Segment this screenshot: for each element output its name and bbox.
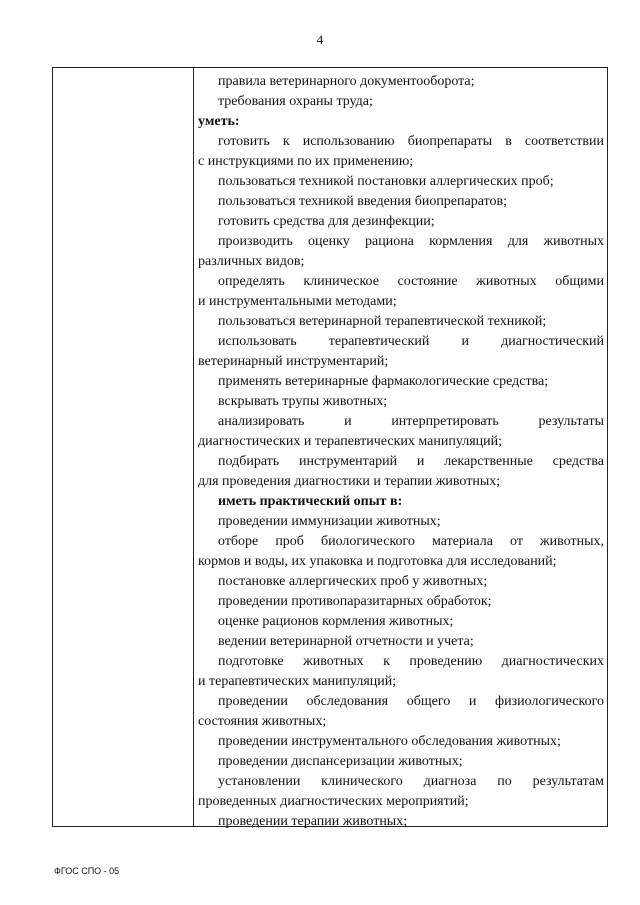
text-line: установлении клинического диагноза по результатам	[218, 774, 604, 789]
text-line: отборе проб биологического материала от животных,	[218, 534, 604, 549]
text-line: пользоваться техникой постановки аллергических проб;	[218, 174, 554, 189]
text-line: готовить к использованию биопрепараты в соответствии	[218, 134, 604, 149]
page-number: 4	[316, 32, 324, 47]
text-line: оценке рационов кормления животных;	[218, 614, 454, 629]
text-line: кормов и воды, их упаковка и подготовка для исследований;	[198, 554, 557, 569]
content-table	[52, 67, 608, 827]
text-line: проведении инструментального обследования животных;	[218, 734, 561, 749]
text-line: проведении обследования общего и физиологического	[218, 694, 604, 709]
table-left-column	[53, 68, 194, 826]
text-line: с инструкциями по их применению;	[198, 154, 414, 169]
text-line: ветеринарный инструментарий;	[198, 354, 389, 369]
text-line: проведении диспансеризации животных;	[218, 754, 463, 769]
text-line: использовать терапевтический и диагностический	[218, 334, 604, 349]
text-line: проведении иммунизации животных;	[218, 514, 441, 529]
text-line: пользоваться техникой введения биопрепаратов;	[218, 194, 508, 209]
text-line: проведении терапии животных;	[218, 814, 408, 829]
text-line: подбирать инструментарий и лекарственные средства	[218, 454, 604, 469]
text-line: готовить средства для дезинфекции;	[218, 214, 435, 229]
text-line: и инструментальными методами;	[198, 294, 397, 309]
text-line: постановке аллергических проб у животных;	[218, 574, 488, 589]
text-line: пользоваться ветеринарной терапевтической техникой;	[218, 314, 547, 329]
text-line: применять ветеринарные фармакологические средства;	[218, 374, 549, 389]
text-line: для проведения диагностики и терапии животных;	[198, 474, 501, 489]
section-heading: уметь:	[198, 114, 240, 129]
table-right-column	[198, 72, 604, 832]
text-line: диагностических и терапевтических манипуляций;	[198, 434, 503, 449]
text-line: состояния животных;	[198, 714, 327, 729]
text-line: определять клиническое состояние животных общими	[218, 274, 604, 289]
text-line: и терапевтических манипуляций;	[198, 674, 397, 689]
text-line: подготовке животных к проведению диагностических	[218, 654, 604, 669]
text-line: проведении противопаразитарных обработок;	[218, 594, 492, 609]
text-line: правила ветеринарного документооборота;	[218, 74, 475, 89]
text-line: ведении ветеринарной отчетности и учета;	[218, 634, 474, 649]
text-line: различных видов;	[198, 254, 305, 269]
text-line: проведенных диагностических мероприятий;	[198, 794, 469, 809]
text-line: анализировать и интерпретировать результаты	[218, 414, 604, 429]
text-line: требования охраны труда;	[218, 94, 373, 109]
text-line: вскрывать трупы животных;	[218, 394, 388, 409]
text-line: производить оценку рациона кормления для животных	[218, 234, 604, 249]
footer-code: ФГОС СПО - 05	[54, 866, 120, 876]
section-heading: иметь практический опыт в:	[218, 494, 403, 509]
